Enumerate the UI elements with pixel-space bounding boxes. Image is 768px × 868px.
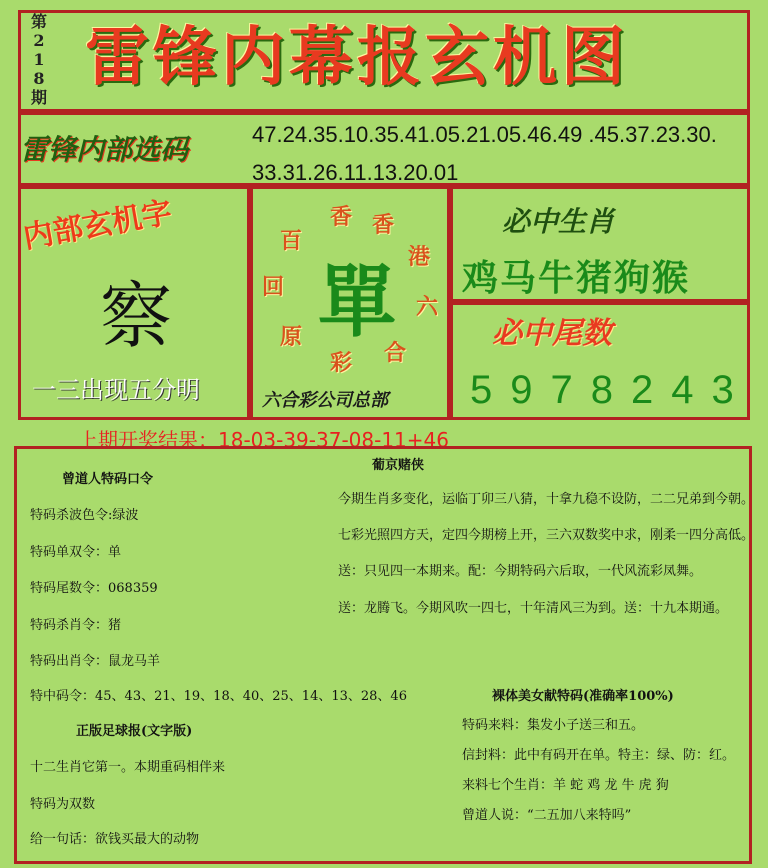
- right-item: 信封料：此中有码开在单。特主：绿、防：红。: [462, 748, 736, 763]
- page-title: 雷锋内幕报玄机图: [85, 20, 629, 95]
- issue-char: 8: [33, 69, 45, 88]
- circle-char: 彩: [330, 350, 353, 376]
- mystery-hint: 一三出现五分明: [32, 376, 200, 404]
- right-heading: 葡京赌侠: [372, 458, 425, 473]
- right-item: 七彩光照四方天，定四今期榜上开，三六双数奖中求，刚柔一四分高低。: [338, 528, 755, 543]
- mystery-title: 内部玄机字: [20, 195, 175, 256]
- zodiac-animals: 鸡马牛猪狗猴: [462, 257, 691, 299]
- zodiac-title: 必中生肖: [502, 205, 615, 238]
- right-item: 来料七个生肖：羊 蛇 鸡 龙 牛 虎 狗: [462, 778, 669, 793]
- left-item: 给一句话：欲钱买最大的动物: [30, 832, 200, 847]
- left-item: 特码单双令：单: [30, 545, 122, 560]
- numbers-line: 47.24.35.10.35.41.05.21.05.46.49 .45.37.23.30.: [252, 122, 717, 147]
- left-item: 十二生肖它第一。本期重码相伴来: [30, 760, 226, 775]
- right-heading: 裸体美女献特码(准确率100%): [492, 689, 674, 704]
- circle-char: 港: [408, 244, 431, 270]
- left-item: 特中码令：45、43、21、19、18、40、25、14、13、28、46: [30, 689, 407, 704]
- center-big-char: 單: [318, 257, 397, 348]
- circle-char: 回: [262, 274, 285, 300]
- left-item: 特码为双数: [30, 797, 96, 812]
- issue-char: 1: [33, 50, 45, 69]
- right-item: 送：龙腾飞。今期风吹一四七，十年清风三为到。送：十九本期通。: [338, 601, 729, 616]
- circle-char: 原: [280, 324, 303, 350]
- company-name: 六合彩公司总部: [262, 390, 388, 411]
- right-item: 今期生肖多变化，运临丁卯三八猜，十拿九稳不设防，二二兄弟到今朝。: [338, 492, 755, 507]
- issue-number: [22, 12, 56, 112]
- numbers-list: [252, 116, 752, 192]
- tail-digits: 5978243: [470, 368, 752, 412]
- left-item: 特码杀波色令:绿波: [30, 508, 139, 523]
- last-result: 上期开奖结果：18-03-39-37-08-11+46: [78, 428, 449, 452]
- right-item: 送：只见四一本期来。配：今期特码六后取，一代风流彩凤舞。: [338, 564, 703, 579]
- right-item: 特码来料：集发小子送三和五。: [462, 718, 645, 733]
- right-item: 曾道人说：“二五加八来特吗”: [462, 808, 632, 823]
- circle-char: 合: [384, 340, 407, 366]
- left-item: 特码出肖令：鼠龙马羊: [30, 654, 161, 669]
- mystery-char: 察: [100, 274, 173, 358]
- left-item: 特码杀肖令：猪: [30, 618, 122, 633]
- issue-char: 期: [30, 88, 47, 107]
- circle-char: 香: [330, 204, 353, 230]
- left-item: 特码尾数令：068359: [30, 581, 158, 596]
- circle-char: 六: [416, 294, 439, 320]
- circle-char: 香: [372, 212, 395, 238]
- numbers-title: 雷锋内部选码: [20, 133, 189, 166]
- left-heading: 正版足球报(文字版): [76, 724, 193, 739]
- circle-char: 百: [280, 228, 303, 254]
- left-heading: 曾道人特码口令: [62, 472, 154, 487]
- numbers-line: 33.31.26.11.13.20.01: [252, 160, 459, 185]
- issue-char: 第: [30, 12, 47, 31]
- tail-title: 必中尾数: [492, 316, 612, 351]
- issue-char: 2: [33, 31, 45, 50]
